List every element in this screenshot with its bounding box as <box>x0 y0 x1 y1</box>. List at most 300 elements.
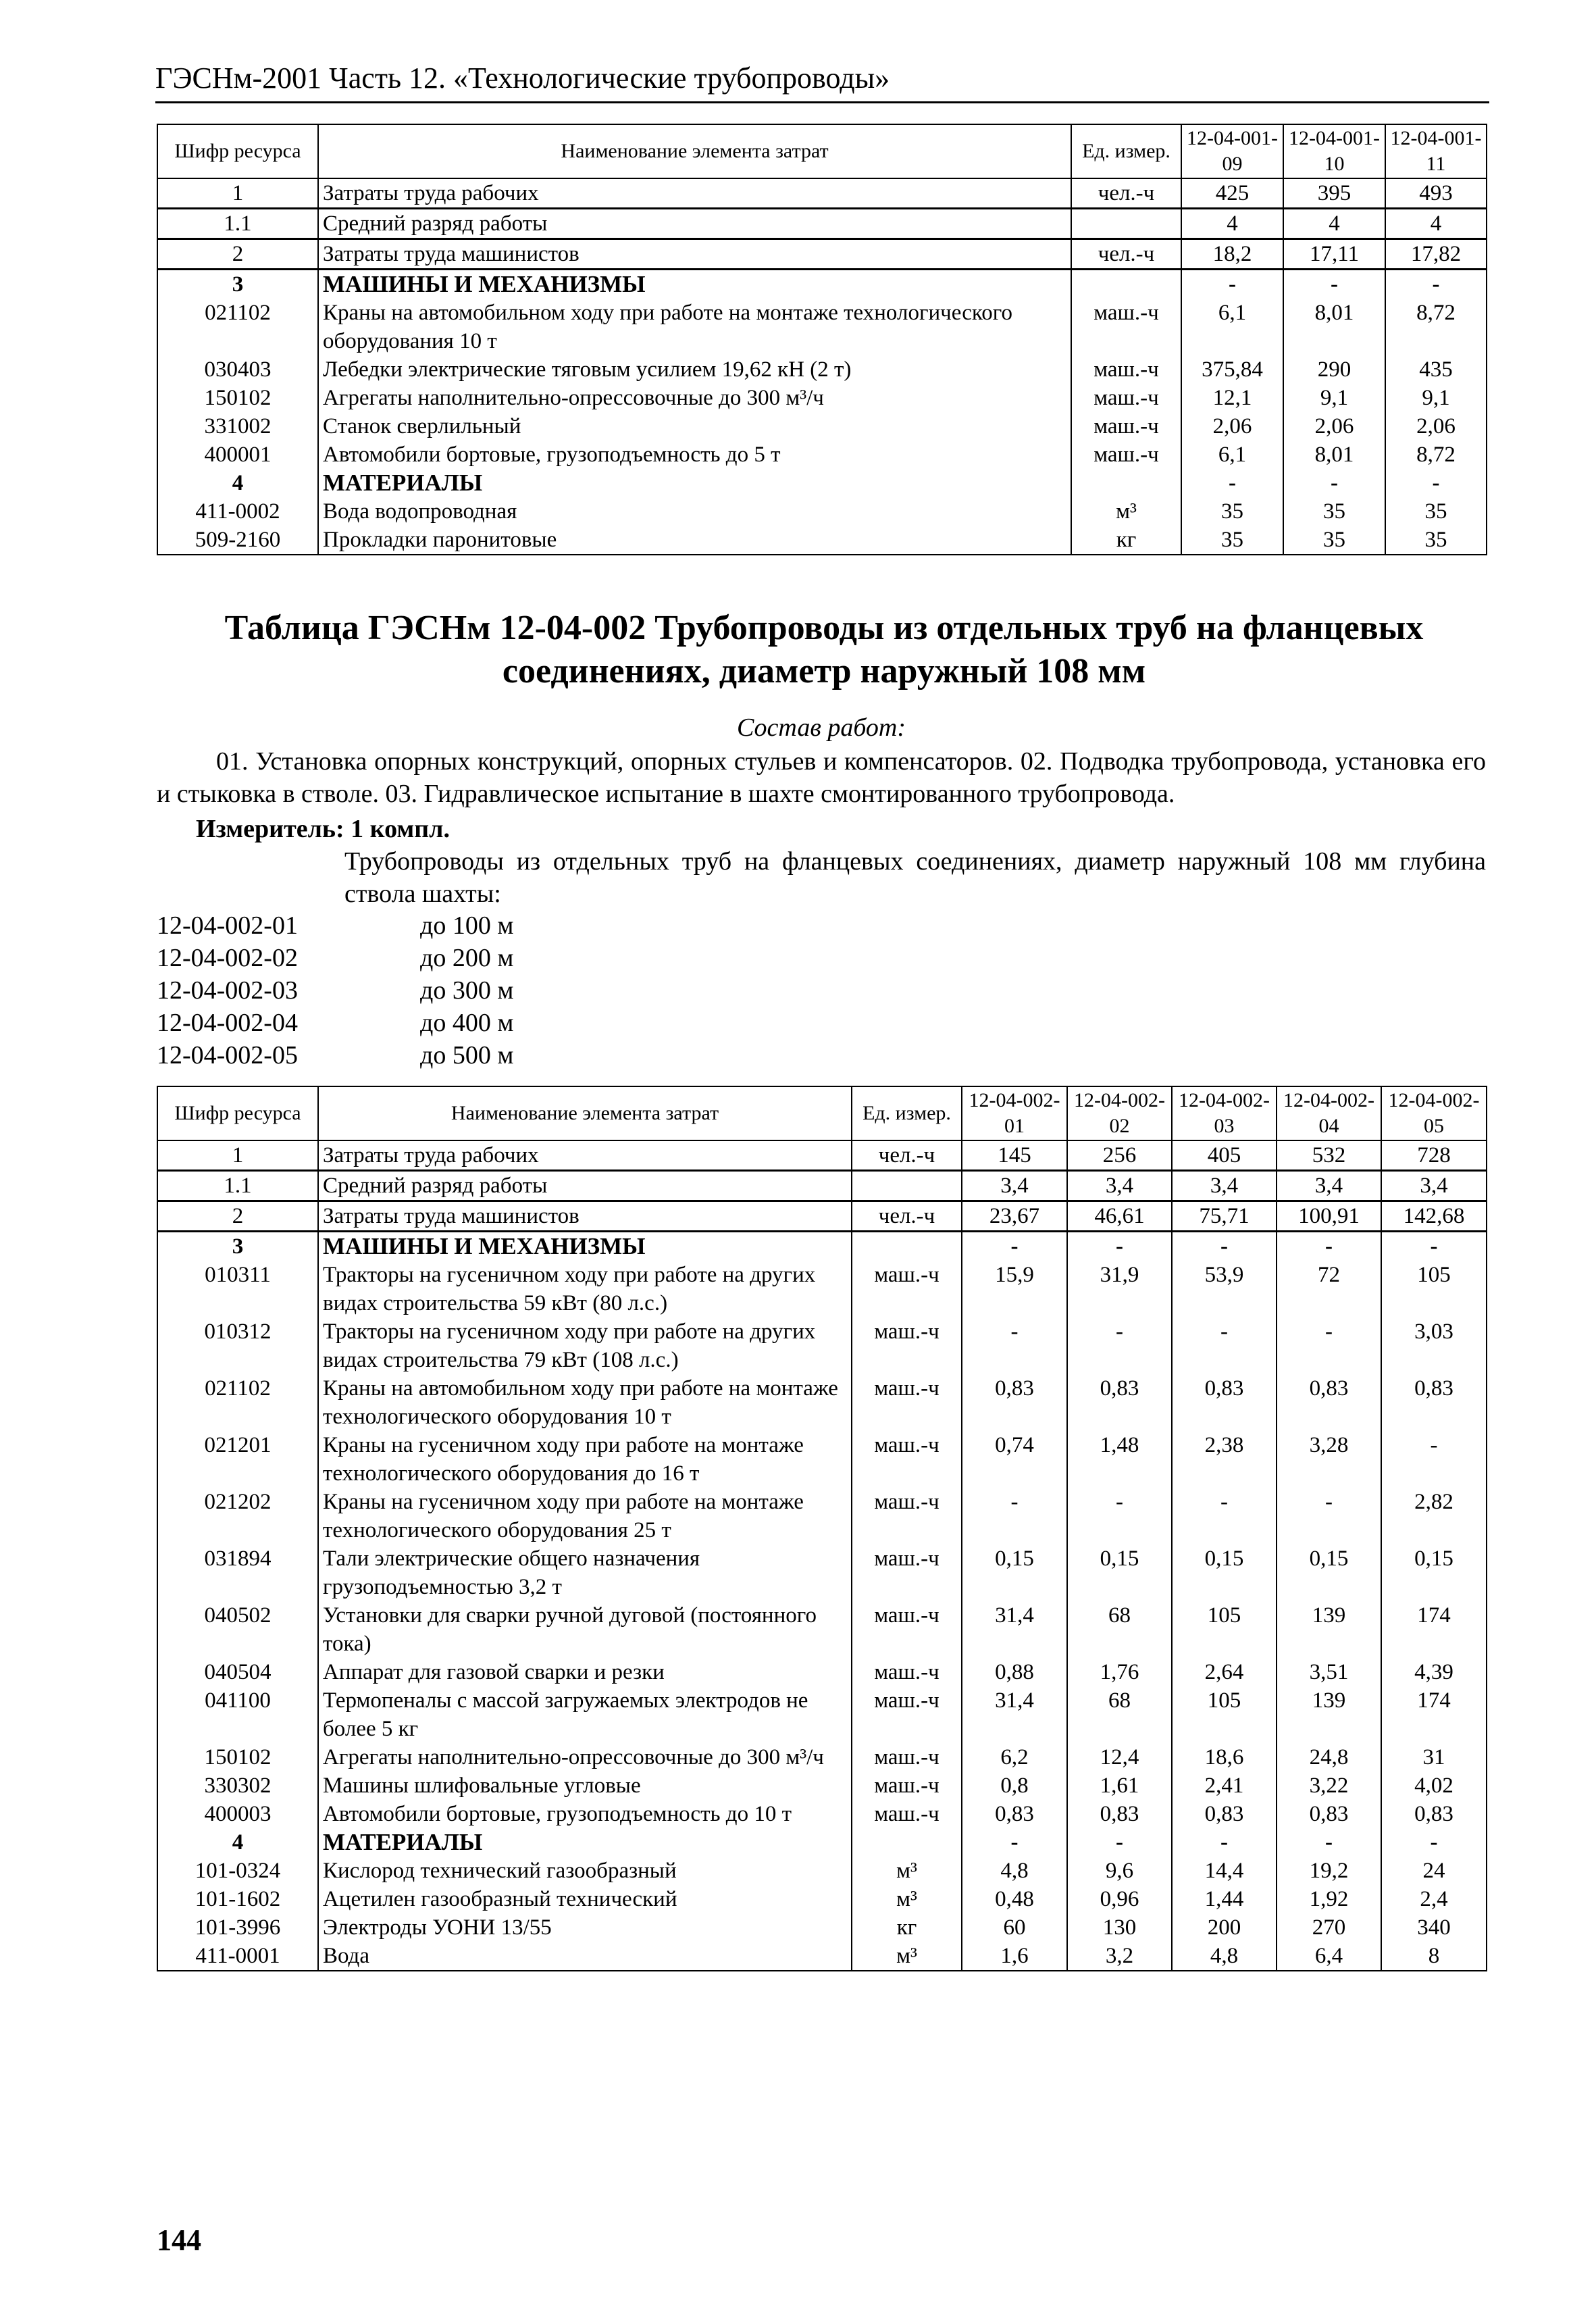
table-row <box>157 355 1487 384</box>
table-title: Таблица ГЭСНм 12-04-002 Трубопроводы из отдельных труб на фланцевых соединениях, диаметр наружный 108 мм <box>224 609 1424 690</box>
rate-value: 17,11 <box>1283 239 1385 270</box>
rate-value: 31 <box>1381 1743 1487 1771</box>
rate-value: - <box>1381 1828 1487 1857</box>
resource-code: 4 <box>157 469 318 497</box>
table-row <box>157 384 1487 412</box>
table-row <box>157 178 1487 209</box>
resource-code: 1 <box>157 1140 318 1171</box>
resource-code: 400003 <box>157 1800 318 1828</box>
rate-value: 105 <box>1381 1261 1487 1317</box>
rate-value: 3,4 <box>1172 1171 1277 1201</box>
variant-item <box>157 1007 690 1039</box>
rate-value: 0,83 <box>1381 1374 1487 1431</box>
meter-description: Трубопроводы из отдельных труб на фланцевых соединениях, диаметр наружный 108 мм глубина ствола шахты: <box>344 847 1486 908</box>
cost-element-name: МАТЕРИАЛЫ <box>318 469 1071 497</box>
rate-value: 3,22 <box>1277 1771 1381 1800</box>
resource-code: 4 <box>157 1828 318 1857</box>
rate-value: 0,83 <box>1277 1800 1381 1828</box>
table-row <box>157 1544 1487 1601</box>
header-rule <box>155 101 1489 103</box>
rate-value: 1,92 <box>1277 1885 1381 1913</box>
rate-value: - <box>1385 469 1487 497</box>
rate-value: 8,01 <box>1283 441 1385 469</box>
rate-value: 405 <box>1172 1140 1277 1171</box>
rate-value: 2,06 <box>1283 412 1385 441</box>
rate-value: 0,83 <box>1277 1374 1381 1431</box>
rate-value: 0,15 <box>962 1544 1067 1601</box>
table-row <box>157 1743 1487 1771</box>
rate-value: 9,1 <box>1283 384 1385 412</box>
unit-of-measure: маш.-ч <box>852 1431 962 1488</box>
rate-value: 435 <box>1385 355 1487 384</box>
resource-code: 021102 <box>157 1374 318 1431</box>
resource-table-002 <box>157 1086 1487 1971</box>
variant-list <box>157 909 690 1072</box>
rate-value: 35 <box>1283 497 1385 526</box>
resource-code: 040502 <box>157 1601 318 1658</box>
unit-of-measure: маш.-ч <box>1071 384 1181 412</box>
rate-value: - <box>1067 1232 1172 1261</box>
rate-value: - <box>1283 270 1385 299</box>
resource-code: 031894 <box>157 1544 318 1601</box>
table-row <box>157 497 1487 526</box>
unit-of-measure: чел.-ч <box>852 1140 962 1171</box>
rate-value: 9,6 <box>1067 1857 1172 1885</box>
rate-value: 139 <box>1277 1601 1381 1658</box>
resource-code: 411-0001 <box>157 1942 318 1971</box>
variant-item <box>157 942 690 974</box>
cost-element-name: Затраты труда рабочих <box>318 178 1071 209</box>
cost-element-name: Краны на гусеничном ходу при работе на монтаже технологического оборудования 25 т <box>318 1488 852 1544</box>
unit-of-measure: маш.-ч <box>852 1601 962 1658</box>
rate-value: 105 <box>1172 1686 1277 1743</box>
table-row <box>157 1800 1487 1828</box>
rate-value: 6,1 <box>1181 299 1283 355</box>
table-row <box>157 1658 1487 1686</box>
table-row <box>157 1374 1487 1431</box>
rate-value: 728 <box>1381 1140 1487 1171</box>
variant-desc: до 500 м <box>420 1041 514 1070</box>
unit-of-measure: маш.-ч <box>852 1771 962 1800</box>
table-row <box>157 441 1487 469</box>
rate-value: 270 <box>1277 1913 1381 1942</box>
table-row <box>157 1201 1487 1232</box>
rate-value: 72 <box>1277 1261 1381 1317</box>
rate-value: 4 <box>1181 209 1283 239</box>
table-row <box>157 1261 1487 1317</box>
rate-value: - <box>1172 1488 1277 1544</box>
column-header-unit: Ед. измер. <box>852 1086 962 1140</box>
rate-value: 395 <box>1283 178 1385 209</box>
rate-value: - <box>962 1317 1067 1374</box>
rate-value: 139 <box>1277 1686 1381 1743</box>
cost-element-name: Кислород технический газообразный <box>318 1857 852 1885</box>
cost-element-name: Краны на гусеничном ходу при работе на монтаже технологического оборудования до 16 т <box>318 1431 852 1488</box>
unit-of-measure: чел.-ч <box>1071 239 1181 270</box>
rate-value: - <box>1172 1232 1277 1261</box>
table-row <box>157 526 1487 555</box>
meter-label: Измеритель: <box>196 815 344 843</box>
rate-value: 8,72 <box>1385 441 1487 469</box>
rate-value: 1,6 <box>962 1942 1067 1971</box>
rate-value: - <box>1381 1431 1487 1488</box>
rate-value: 0,83 <box>1172 1374 1277 1431</box>
rate-value: 23,67 <box>962 1201 1067 1232</box>
rate-value: 4,39 <box>1381 1658 1487 1686</box>
resource-code: 101-3996 <box>157 1913 318 1942</box>
column-header-name: Наименование элемента затрат <box>318 1086 852 1140</box>
rate-value: 2,06 <box>1181 412 1283 441</box>
rate-value: 0,74 <box>962 1431 1067 1488</box>
rate-value: 2,41 <box>1172 1771 1277 1800</box>
rate-value: 1,61 <box>1067 1771 1172 1800</box>
rate-value: - <box>1172 1317 1277 1374</box>
resource-code: 331002 <box>157 412 318 441</box>
rate-value: 8,01 <box>1283 299 1385 355</box>
cost-element-name: Средний разряд работы <box>318 1171 852 1201</box>
rate-value: 100,91 <box>1277 1201 1381 1232</box>
unit-of-measure: маш.-ч <box>852 1261 962 1317</box>
rate-value: 0,88 <box>962 1658 1067 1686</box>
column-header-rate: 12-04-002-01 <box>962 1086 1067 1140</box>
rate-value: - <box>962 1828 1067 1857</box>
resource-code: 101-1602 <box>157 1885 318 1913</box>
unit-of-measure: маш.-ч <box>1071 441 1181 469</box>
rate-value: 3,2 <box>1067 1942 1172 1971</box>
variant-desc: до 200 м <box>420 944 514 972</box>
rate-value: 2,4 <box>1381 1885 1487 1913</box>
unit-of-measure: маш.-ч <box>1071 299 1181 355</box>
rate-value: 2,38 <box>1172 1431 1277 1488</box>
table-row <box>157 1140 1487 1171</box>
table-row <box>157 1828 1487 1857</box>
rate-value: 8 <box>1381 1942 1487 1971</box>
cost-element-name: Затраты труда рабочих <box>318 1140 852 1171</box>
rate-value: 0,83 <box>1172 1800 1277 1828</box>
rate-value: 12,4 <box>1067 1743 1172 1771</box>
column-header-rate: 12-04-002-03 <box>1172 1086 1277 1140</box>
variant-code: 12-04-002-01 <box>157 911 298 940</box>
resource-code: 010312 <box>157 1317 318 1374</box>
rate-value: 1,48 <box>1067 1431 1172 1488</box>
resource-code: 2 <box>157 239 318 270</box>
unit-of-measure: м³ <box>852 1942 962 1971</box>
table-row <box>157 469 1487 497</box>
rate-value: - <box>1381 1232 1487 1261</box>
column-header-code: Шифр ресурса <box>157 1086 318 1140</box>
rate-value: 18,2 <box>1181 239 1283 270</box>
resource-code: 411-0002 <box>157 497 318 526</box>
rate-value: 0,83 <box>962 1800 1067 1828</box>
cost-element-name: Прокладки паронитовые <box>318 526 1071 555</box>
column-header-unit: Ед. измер. <box>1071 124 1181 178</box>
rate-value: 35 <box>1385 497 1487 526</box>
table-row <box>157 412 1487 441</box>
cost-element-name: Аппарат для газовой сварки и резки <box>318 1658 852 1686</box>
resource-code: 400001 <box>157 441 318 469</box>
cost-element-name: Затраты труда машинистов <box>318 1201 852 1232</box>
rate-value: 8,72 <box>1385 299 1487 355</box>
table-row <box>157 299 1487 355</box>
table-row <box>157 1488 1487 1544</box>
variant-code: 12-04-002-02 <box>157 944 298 972</box>
rate-value: 375,84 <box>1181 355 1283 384</box>
table-row <box>157 1232 1487 1261</box>
rate-value: - <box>1277 1828 1381 1857</box>
resource-code: 010311 <box>157 1261 318 1317</box>
work-composition-heading: Состав работ: <box>736 713 906 742</box>
cost-element-name: МАТЕРИАЛЫ <box>318 1828 852 1857</box>
rate-value: 31,9 <box>1067 1261 1172 1317</box>
rate-value: 493 <box>1385 178 1487 209</box>
rate-value: 340 <box>1381 1913 1487 1942</box>
rate-value: 0,48 <box>962 1885 1067 1913</box>
resource-code: 150102 <box>157 1743 318 1771</box>
rate-value: 3,03 <box>1381 1317 1487 1374</box>
rate-value: 68 <box>1067 1686 1172 1743</box>
resource-code: 3 <box>157 1232 318 1261</box>
cost-element-name: Агрегаты наполнительно-опрессовочные до 300 м³/ч <box>318 1743 852 1771</box>
rate-value: 68 <box>1067 1601 1172 1658</box>
rate-value: - <box>1283 469 1385 497</box>
rate-value: 60 <box>962 1913 1067 1942</box>
variant-item <box>157 974 690 1007</box>
rate-value: 35 <box>1181 526 1283 555</box>
table-body <box>157 1140 1487 1971</box>
unit-of-measure <box>1071 270 1181 299</box>
resource-code: 509-2160 <box>157 526 318 555</box>
work-composition-text: 01. Установка опорных конструкций, опорных стульев и компенсаторов. 02. Подводка трубопровода, установка его и стыковка в стволе. 03. Гидравлическое испытание в шахте смонтированного трубопровода. <box>157 747 1486 808</box>
variant-item <box>157 1039 690 1072</box>
rate-value: 53,9 <box>1172 1261 1277 1317</box>
variant-item <box>157 909 690 942</box>
variant-code: 12-04-002-03 <box>157 976 298 1005</box>
rate-value: 6,1 <box>1181 441 1283 469</box>
rate-value: 145 <box>962 1140 1067 1171</box>
rate-value: 3,51 <box>1277 1658 1381 1686</box>
unit-of-measure: м³ <box>852 1885 962 1913</box>
resource-code: 1.1 <box>157 1171 318 1201</box>
table-row <box>157 209 1487 239</box>
unit-of-measure: чел.-ч <box>1071 178 1181 209</box>
cost-element-name: Термопеналы с массой загружаемых электродов не более 5 кг <box>318 1686 852 1743</box>
table-row <box>157 1885 1487 1913</box>
unit-of-measure <box>1071 469 1181 497</box>
rate-value: - <box>1277 1488 1381 1544</box>
unit-of-measure <box>852 1828 962 1857</box>
resource-table-001 <box>157 124 1487 555</box>
rate-value: 0,83 <box>1067 1800 1172 1828</box>
table-row <box>157 1857 1487 1885</box>
cost-element-name: Тракторы на гусеничном ходу при работе на других видах строительства 79 кВт (108 л.с.) <box>318 1317 852 1374</box>
unit-of-measure: маш.-ч <box>852 1374 962 1431</box>
cost-element-name: Автомобили бортовые, грузоподъемность до 5 т <box>318 441 1071 469</box>
unit-of-measure: маш.-ч <box>852 1317 962 1374</box>
rate-value: 174 <box>1381 1601 1487 1658</box>
table-row <box>157 1317 1487 1374</box>
rate-value: 142,68 <box>1381 1201 1487 1232</box>
rate-value: 425 <box>1181 178 1283 209</box>
cost-element-name: Тракторы на гусеничном ходу при работе на других видах строительства 59 кВт (80 л.с.) <box>318 1261 852 1317</box>
unit-of-measure: маш.-ч <box>852 1544 962 1601</box>
column-header-rate: 12-04-002-02 <box>1067 1086 1172 1140</box>
rate-value: - <box>1277 1232 1381 1261</box>
resource-code: 021201 <box>157 1431 318 1488</box>
rate-value: 31,4 <box>962 1601 1067 1658</box>
rate-value: - <box>1277 1317 1381 1374</box>
unit-of-measure: маш.-ч <box>1071 412 1181 441</box>
page-number: 144 <box>157 2223 201 2257</box>
column-header-rate: 12-04-001-09 <box>1181 124 1283 178</box>
cost-element-name: Тали электрические общего назначения грузоподъемностью 3,2 т <box>318 1544 852 1601</box>
table-row <box>157 1686 1487 1743</box>
resource-code: 330302 <box>157 1771 318 1800</box>
cost-element-name: Станок сверлильный <box>318 412 1071 441</box>
rate-value: 46,61 <box>1067 1201 1172 1232</box>
rate-value: 35 <box>1181 497 1283 526</box>
variant-code: 12-04-002-04 <box>157 1009 298 1037</box>
cost-element-name: Автомобили бортовые, грузоподъемность до 10 т <box>318 1800 852 1828</box>
rate-value: - <box>1067 1317 1172 1374</box>
cost-element-name: Вода <box>318 1942 852 1971</box>
rate-value: - <box>1181 270 1283 299</box>
rate-value: 12,1 <box>1181 384 1283 412</box>
rate-value: - <box>1067 1828 1172 1857</box>
unit-of-measure: кг <box>852 1913 962 1942</box>
rate-value: 4,8 <box>962 1857 1067 1885</box>
cost-element-name: Краны на автомобильном ходу при работе на монтаже технологического оборудования 10 т <box>318 299 1071 355</box>
rate-value: 6,4 <box>1277 1942 1381 1971</box>
rate-value: 35 <box>1385 526 1487 555</box>
unit-of-measure: кг <box>1071 526 1181 555</box>
table-row <box>157 270 1487 299</box>
cost-element-name: Агрегаты наполнительно-опрессовочные до 300 м³/ч <box>318 384 1071 412</box>
rate-value: 0,83 <box>962 1374 1067 1431</box>
variant-code: 12-04-002-05 <box>157 1041 298 1070</box>
rate-value: 75,71 <box>1172 1201 1277 1232</box>
rate-value: 0,15 <box>1277 1544 1381 1601</box>
cost-element-name: Вода водопроводная <box>318 497 1071 526</box>
rate-value: - <box>1181 469 1283 497</box>
unit-of-measure: м³ <box>852 1857 962 1885</box>
rate-value: 4 <box>1283 209 1385 239</box>
resource-code: 021202 <box>157 1488 318 1544</box>
rate-value: 35 <box>1283 526 1385 555</box>
rate-value: 24,8 <box>1277 1743 1381 1771</box>
resource-code: 150102 <box>157 384 318 412</box>
column-header-rate: 12-04-002-04 <box>1277 1086 1381 1140</box>
rate-value: 2,64 <box>1172 1658 1277 1686</box>
rate-value: 15,9 <box>962 1261 1067 1317</box>
table-row <box>157 1942 1487 1971</box>
resource-code: 101-0324 <box>157 1857 318 1885</box>
variant-desc: до 300 м <box>420 976 514 1005</box>
rate-value: 0,15 <box>1381 1544 1487 1601</box>
resource-code: 030403 <box>157 355 318 384</box>
rate-value: 2,06 <box>1385 412 1487 441</box>
rate-value: - <box>1067 1488 1172 1544</box>
unit-of-measure: маш.-ч <box>852 1800 962 1828</box>
column-header-code: Шифр ресурса <box>157 124 318 178</box>
table-body <box>157 178 1487 555</box>
table-row <box>157 1771 1487 1800</box>
unit-of-measure: маш.-ч <box>852 1686 962 1743</box>
table-row <box>157 239 1487 270</box>
rate-value: 3,4 <box>962 1171 1067 1201</box>
rate-value: 24 <box>1381 1857 1487 1885</box>
resource-code: 3 <box>157 270 318 299</box>
rate-value: 9,1 <box>1385 384 1487 412</box>
unit-of-measure: маш.-ч <box>852 1743 962 1771</box>
rate-value: 174 <box>1381 1686 1487 1743</box>
cost-element-name: Установки для сварки ручной дуговой (постоянного тока) <box>318 1601 852 1658</box>
rate-value: 4,02 <box>1381 1771 1487 1800</box>
resource-code: 2 <box>157 1201 318 1232</box>
rate-value: 256 <box>1067 1140 1172 1171</box>
rate-value: 14,4 <box>1172 1857 1277 1885</box>
rate-value: - <box>1385 270 1487 299</box>
rate-value: 0,83 <box>1067 1374 1172 1431</box>
unit-of-measure <box>852 1232 962 1261</box>
rate-value: - <box>962 1232 1067 1261</box>
rate-value: 105 <box>1172 1601 1277 1658</box>
rate-value: 3,4 <box>1277 1171 1381 1201</box>
rate-value: 0,96 <box>1067 1885 1172 1913</box>
resource-code: 040504 <box>157 1658 318 1686</box>
rate-value: 1,44 <box>1172 1885 1277 1913</box>
cost-element-name: МАШИНЫ И МЕХАНИЗМЫ <box>318 1232 852 1261</box>
cost-element-name: Машины шлифовальные угловые <box>318 1771 852 1800</box>
rate-value: 130 <box>1067 1913 1172 1942</box>
resource-code: 1 <box>157 178 318 209</box>
cost-element-name: Затраты труда машинистов <box>318 239 1071 270</box>
rate-value: 1,76 <box>1067 1658 1172 1686</box>
cost-element-name: МАШИНЫ И МЕХАНИЗМЫ <box>318 270 1071 299</box>
column-header-rate: 12-04-001-11 <box>1385 124 1487 178</box>
rate-value: - <box>1172 1828 1277 1857</box>
meter-line <box>196 813 450 845</box>
rate-value: 4,8 <box>1172 1942 1277 1971</box>
variant-desc: до 400 м <box>420 1009 514 1037</box>
column-header-rate: 12-04-002-05 <box>1381 1086 1487 1140</box>
unit-of-measure: маш.-ч <box>1071 355 1181 384</box>
rate-value: 3,4 <box>1067 1171 1172 1201</box>
cost-element-name: Средний разряд работы <box>318 209 1071 239</box>
table-row <box>157 1913 1487 1942</box>
running-header: ГЭСНм-2001 Часть 12. «Технологические трубопроводы» <box>155 61 890 95</box>
table-row <box>157 1171 1487 1201</box>
unit-of-measure: маш.-ч <box>852 1488 962 1544</box>
rate-value: 31,4 <box>962 1686 1067 1743</box>
rate-value: 3,4 <box>1381 1171 1487 1201</box>
column-header-name: Наименование элемента затрат <box>318 124 1071 178</box>
unit-of-measure: маш.-ч <box>852 1658 962 1686</box>
meter-value: 1 компл. <box>351 815 450 843</box>
table-row <box>157 1601 1487 1658</box>
rate-value: 17,82 <box>1385 239 1487 270</box>
variant-desc: до 100 м <box>420 911 514 940</box>
rate-value: 0,15 <box>1067 1544 1172 1601</box>
rate-value: 532 <box>1277 1140 1381 1171</box>
rate-value: 18,6 <box>1172 1743 1277 1771</box>
rate-value: 4 <box>1385 209 1487 239</box>
rate-value: - <box>962 1488 1067 1544</box>
unit-of-measure: м³ <box>1071 497 1181 526</box>
rate-value: 290 <box>1283 355 1385 384</box>
rate-value: 0,8 <box>962 1771 1067 1800</box>
resource-code: 1.1 <box>157 209 318 239</box>
cost-element-name: Ацетилен газообразный технический <box>318 1885 852 1913</box>
